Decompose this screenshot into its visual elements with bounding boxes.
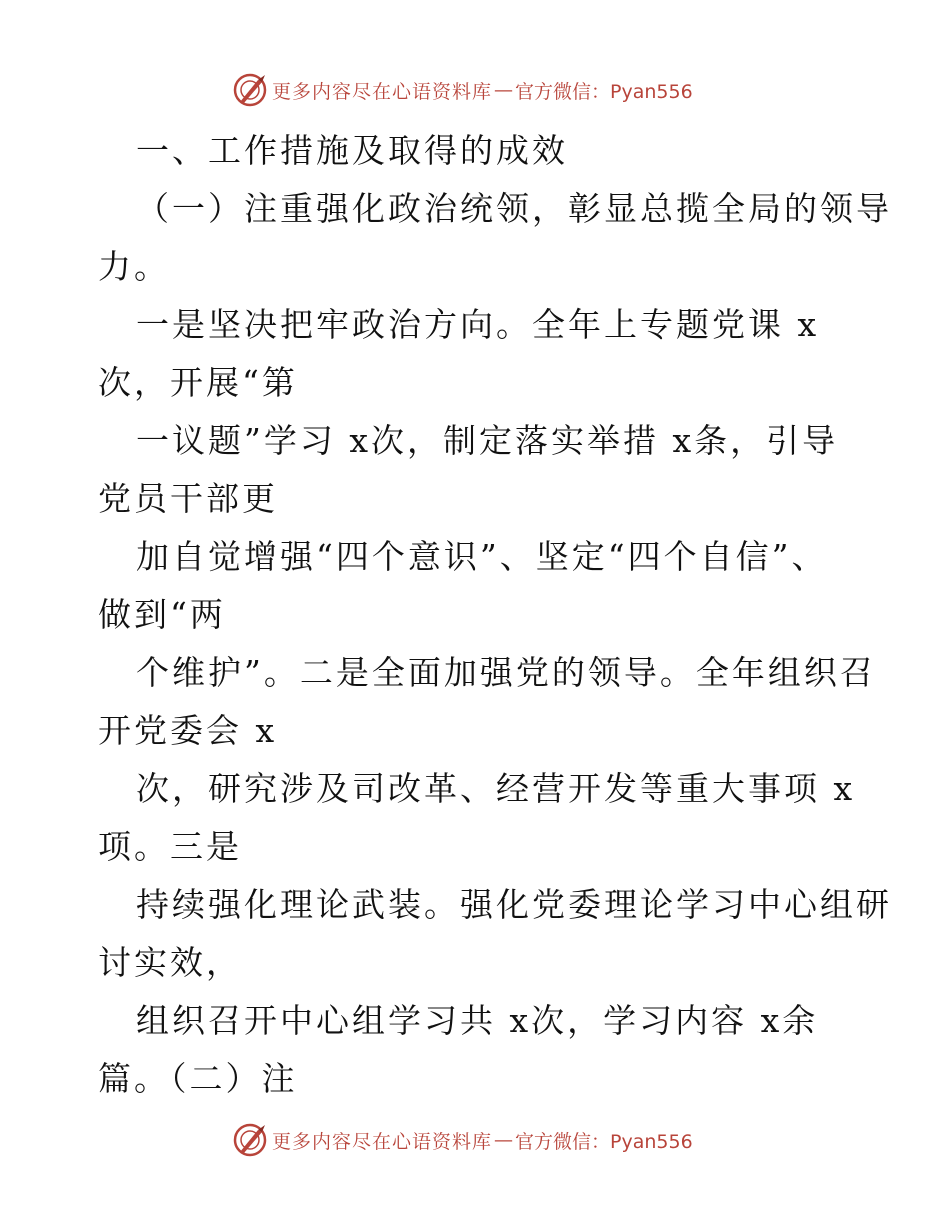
body-line: 项。三是: [98, 827, 242, 866]
body-line: 一、工作措施及取得的成效: [136, 131, 568, 170]
body-line: 做到“两: [98, 595, 226, 634]
footer-brand-text: 更多内容尽在心语资料库: [272, 1130, 493, 1153]
quill-logo-icon: [232, 72, 268, 108]
body-line: 组织召开中心组学习共 x次，学习内容 x余: [136, 1001, 819, 1040]
body-line: 篇。（二）注: [98, 1059, 298, 1098]
body-line: （一）注重强化政治统领，彰显总揽全局的领导: [136, 189, 892, 228]
body-line: 次，开展“第: [98, 363, 298, 402]
body-line: 一议题”学习 x次，制定落实举措 x条，引导: [136, 421, 839, 460]
body-line: 力。: [98, 247, 170, 286]
body-line: 个维护”。二是全面加强党的领导。全年组织召: [136, 653, 876, 692]
footer-wechat-text: 官方微信：Pyan556: [515, 1130, 693, 1153]
body-line: 讨实效，: [98, 943, 242, 982]
header-brand-text: 更多内容尽在心语资料库: [272, 80, 493, 103]
footer-watermark: [232, 1122, 752, 1158]
header-watermark: [232, 72, 752, 108]
header-wechat-text: 官方微信：Pyan556: [515, 80, 693, 103]
body-line: 开党委会 x: [98, 711, 278, 750]
body-line: 党员干部更: [98, 479, 278, 518]
body-line: 一是坚决把牢政治方向。全年上专题党课 x: [136, 305, 820, 344]
header-dash: —: [494, 79, 514, 101]
document-body: [98, 122, 892, 1108]
body-line: 持续强化理论武装。强化党委理论学习中心组研: [136, 885, 892, 924]
body-line: 加自觉增强“四个意识”、坚定“四个自信”、: [136, 537, 828, 576]
footer-dash: —: [494, 1129, 514, 1151]
quill-logo-icon: [232, 1122, 268, 1158]
body-line: 次，研究涉及司改革、经营开发等重大事项 x: [136, 769, 856, 808]
